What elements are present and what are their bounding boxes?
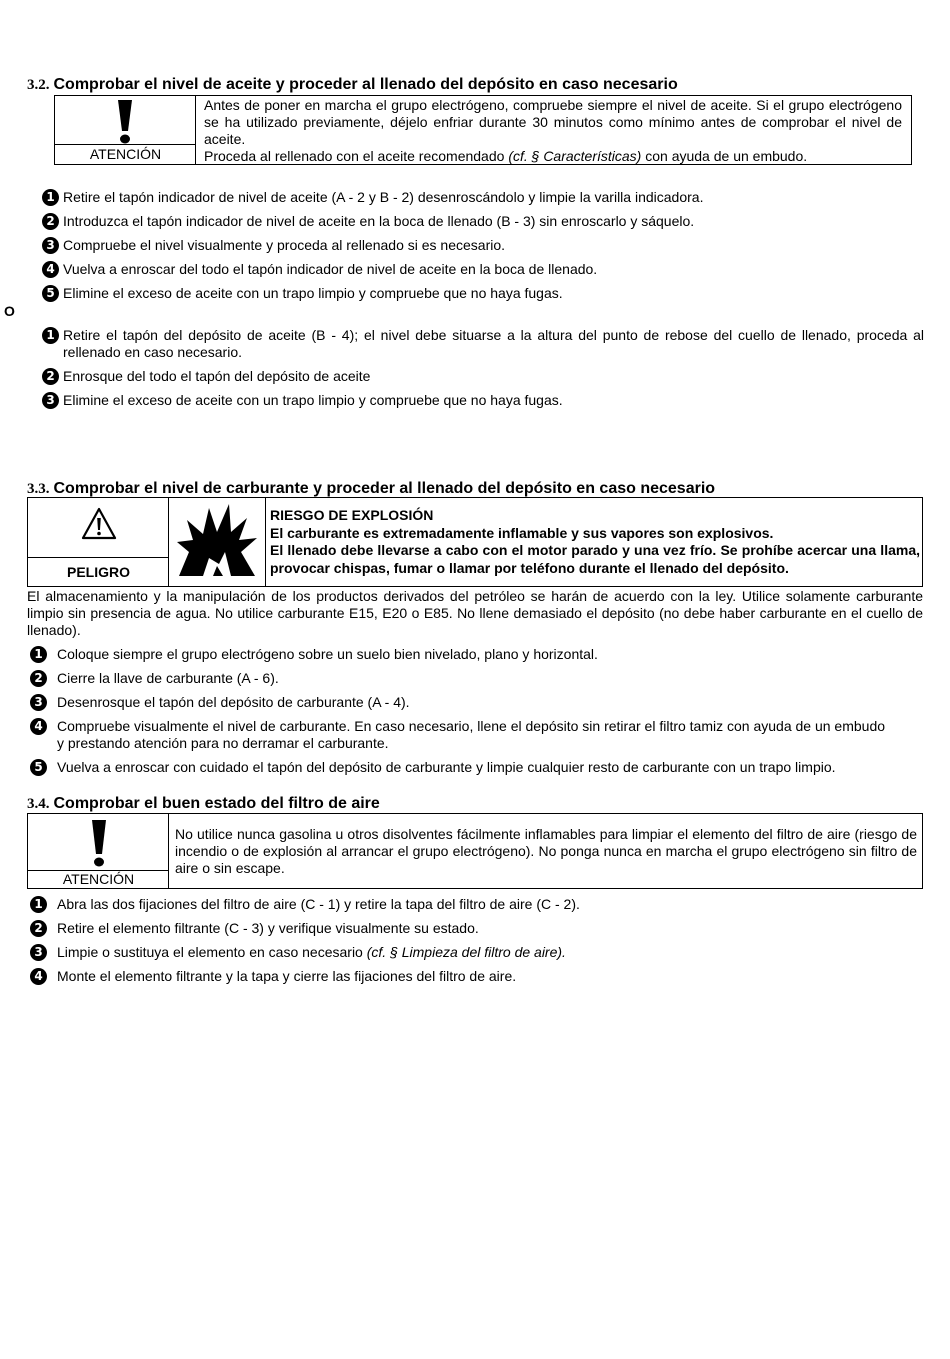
section-title: Comprobar el nivel de carburante y proceder al llenado del depósito en caso necesario: [53, 480, 716, 497]
step-number-bullet: 1: [30, 896, 47, 913]
danger-label: PELIGRO: [66, 564, 130, 580]
step-text: Enrosque del todo el tapón del depósito de aceite: [63, 368, 371, 384]
step-number-bullet: 3: [30, 694, 47, 711]
step-number-bullet: 4: [42, 261, 59, 278]
warning-paragraph-2-start: Proceda al rellenado con el aceite recomendado: [204, 148, 509, 164]
warning-label: ATENCIÓN: [62, 871, 135, 887]
step-number-bullet: 4: [30, 718, 47, 735]
warning-box-oil: [54, 95, 912, 165]
section-number: 3.2.: [27, 77, 50, 93]
list-item: [42, 189, 922, 206]
step-text: Cierre la llave de carburante (A - 6).: [57, 670, 279, 686]
list-item: [30, 944, 922, 961]
list-item: [42, 213, 922, 230]
section-title: Comprobar el buen estado del filtro de aire: [53, 795, 380, 812]
list-item: [30, 968, 922, 985]
step-text: Retire el tapón indicador de nivel de aceite (A - 2 y B - 2) desenroscándolo y limpie la varilla indicadora.: [63, 189, 704, 205]
step-text: Abra las dos fijaciones del filtro de aire (C - 1) y retire la tapa del filtro de aire (C - 2).: [57, 896, 580, 912]
step-text: Compruebe visualmente el nivel de carburante. En caso necesario, llene el depósito sin retirar el filtro tamiz con ayuda de un embudo y prestando atención para no derramar el carburante.: [57, 718, 886, 751]
list-item: [42, 237, 922, 254]
section-3-2-heading: [27, 76, 678, 94]
list-item: [30, 646, 922, 663]
section-3-4-heading: [27, 795, 380, 813]
step-number-bullet: 2: [30, 920, 47, 937]
cross-reference: (cf. § Limpieza del filtro de aire).: [366, 944, 566, 960]
warning-text: No utilice nunca gasolina u otros disolventes fácilmente inflamables para limpiar el elemento del filtro de aire (riesgo de incendio o de explosión al arrancar el grupo electrógeno). No ponga nunca en marcha el grupo electrógeno sin filtro de aire o sin escape.: [175, 826, 917, 876]
step-text: Coloque siempre el grupo electrógeno sobre un suelo bien nivelado, plano y horizontal.: [57, 646, 598, 662]
explosion-icon: [175, 502, 259, 580]
danger-symbol-cell: [28, 498, 169, 586]
step-text: Retire el elemento filtrante (C - 3) y verifique visualmente su estado.: [57, 920, 479, 936]
list-item: [30, 759, 922, 776]
step-number-bullet: 2: [30, 670, 47, 687]
list-item: [30, 920, 922, 937]
section-3-3-heading: [27, 480, 715, 498]
step-number-bullet: 5: [30, 759, 47, 776]
step-text: Introduzca el tapón indicador de nivel de aceite en la boca de llenado (B - 3) sin enroscarlo y sáquelo.: [63, 213, 695, 229]
cross-reference: (cf. § Características): [508, 148, 642, 164]
list-item: [42, 368, 922, 385]
section-number: 3.3.: [27, 481, 50, 497]
step-text: Vuelva a enroscar con cuidado el tapón del depósito de carburante y limpie cualquier resto de carburante con un trapo limpio.: [57, 759, 836, 775]
step-text: Vuelva a enroscar del todo el tapón indicador de nivel de aceite en la boca de llenado.: [63, 261, 598, 277]
list-item: [42, 392, 922, 409]
danger-line-2: El llenado debe llevarse a cabo con el motor parado y una vez frío. Se prohíbe acercar una llama, provocar chispas, fumar o llamar por teléfono durante el llenado del depósito.: [270, 542, 920, 576]
step-text: Desenrosque el tapón del depósito de carburante (A - 4).: [57, 694, 410, 710]
list-item: [42, 261, 922, 278]
danger-label-cell: [28, 557, 169, 586]
warning-paragraph-1: Antes de poner en marcha el grupo electrógeno, compruebe siempre el nivel de aceite. Si el grupo electrógeno se ha utilizado previamente, déjelo enfriar durante 30 minutos como mínimo antes de comprobar el nivel de aceite.: [204, 97, 902, 147]
step-number-bullet: 5: [42, 285, 59, 302]
step-number-bullet: 4: [30, 968, 47, 985]
danger-line-1: El carburante es extremadamente inflamable y sus vapores son explosivos.: [270, 524, 774, 541]
step-text: [63, 327, 924, 361]
exclamation-icon: [113, 98, 137, 144]
section-title: Comprobar el nivel de aceite y proceder al llenado del depósito en caso necesario: [53, 76, 678, 93]
or-separator: O: [4, 303, 15, 319]
step-text: Elimine el exceso de aceite con un trapo limpio y compruebe que no haya fugas.: [63, 392, 563, 408]
step-text: Compruebe el nivel visualmente y proceda al rellenado si es necesario.: [63, 237, 506, 253]
step-text: Elimine el exceso de aceite con un trapo limpio y compruebe que no haya fugas.: [63, 285, 563, 301]
warning-triangle-icon: [80, 506, 118, 542]
step-number-bullet: 1: [30, 646, 47, 663]
warning-symbol-cell: [55, 96, 196, 164]
explosion-symbol-cell: [169, 498, 266, 586]
warning-paragraph-2-end: con ayuda de un embudo.: [641, 148, 808, 164]
step-number-bullet: 2: [42, 213, 59, 230]
step-number-bullet: 1: [42, 189, 59, 206]
list-item: [30, 896, 922, 913]
danger-heading: RIESGO DE EXPLOSIÓN: [270, 507, 434, 523]
step-text-start: Limpie o sustituya el elemento en caso necesario: [57, 944, 367, 960]
step-number-bullet: 3: [42, 392, 59, 409]
section-number: 3.4.: [27, 796, 50, 812]
step-text-content: Retire el tapón del depósito de aceite (B - 4); el nivel debe situarse a la altura del punto de rebose del cuello de llenado, proceda al rellenado en caso necesario.: [63, 327, 924, 360]
warning-paragraph-2: [204, 148, 902, 165]
list-item: [30, 694, 922, 711]
danger-text: [270, 507, 920, 577]
danger-box-fuel: [27, 497, 923, 587]
exclamation-icon: [87, 818, 111, 868]
step-number-bullet: 1: [42, 327, 59, 344]
warning-symbol-cell: [28, 814, 169, 888]
warning-label-cell: [55, 144, 196, 164]
list-item: [30, 670, 922, 687]
step-number-bullet: 2: [42, 368, 59, 385]
fuel-intro-paragraph: El almacenamiento y la manipulación de los productos derivados del petróleo se harán de acuerdo con la ley. Utilice solamente carburante limpio sin presencia de agua. No utilice carburante E15, E20 o E85. No llene demasiado el depósito (no debe haber carburante en el cuello de llenado).: [27, 588, 923, 638]
list-item: [42, 285, 922, 302]
warning-text: [204, 97, 902, 165]
warning-box-air-filter: [27, 813, 923, 889]
step-text: Monte el elemento filtrante y la tapa y cierre las fijaciones del filtro de aire.: [57, 968, 517, 984]
step-text: [57, 944, 922, 961]
list-item: [42, 327, 924, 361]
step-number-bullet: 3: [42, 237, 59, 254]
warning-label: ATENCIÓN: [89, 146, 162, 162]
warning-label-cell: [28, 870, 169, 888]
step-number-bullet: 3: [30, 944, 47, 961]
list-item: [30, 718, 922, 752]
